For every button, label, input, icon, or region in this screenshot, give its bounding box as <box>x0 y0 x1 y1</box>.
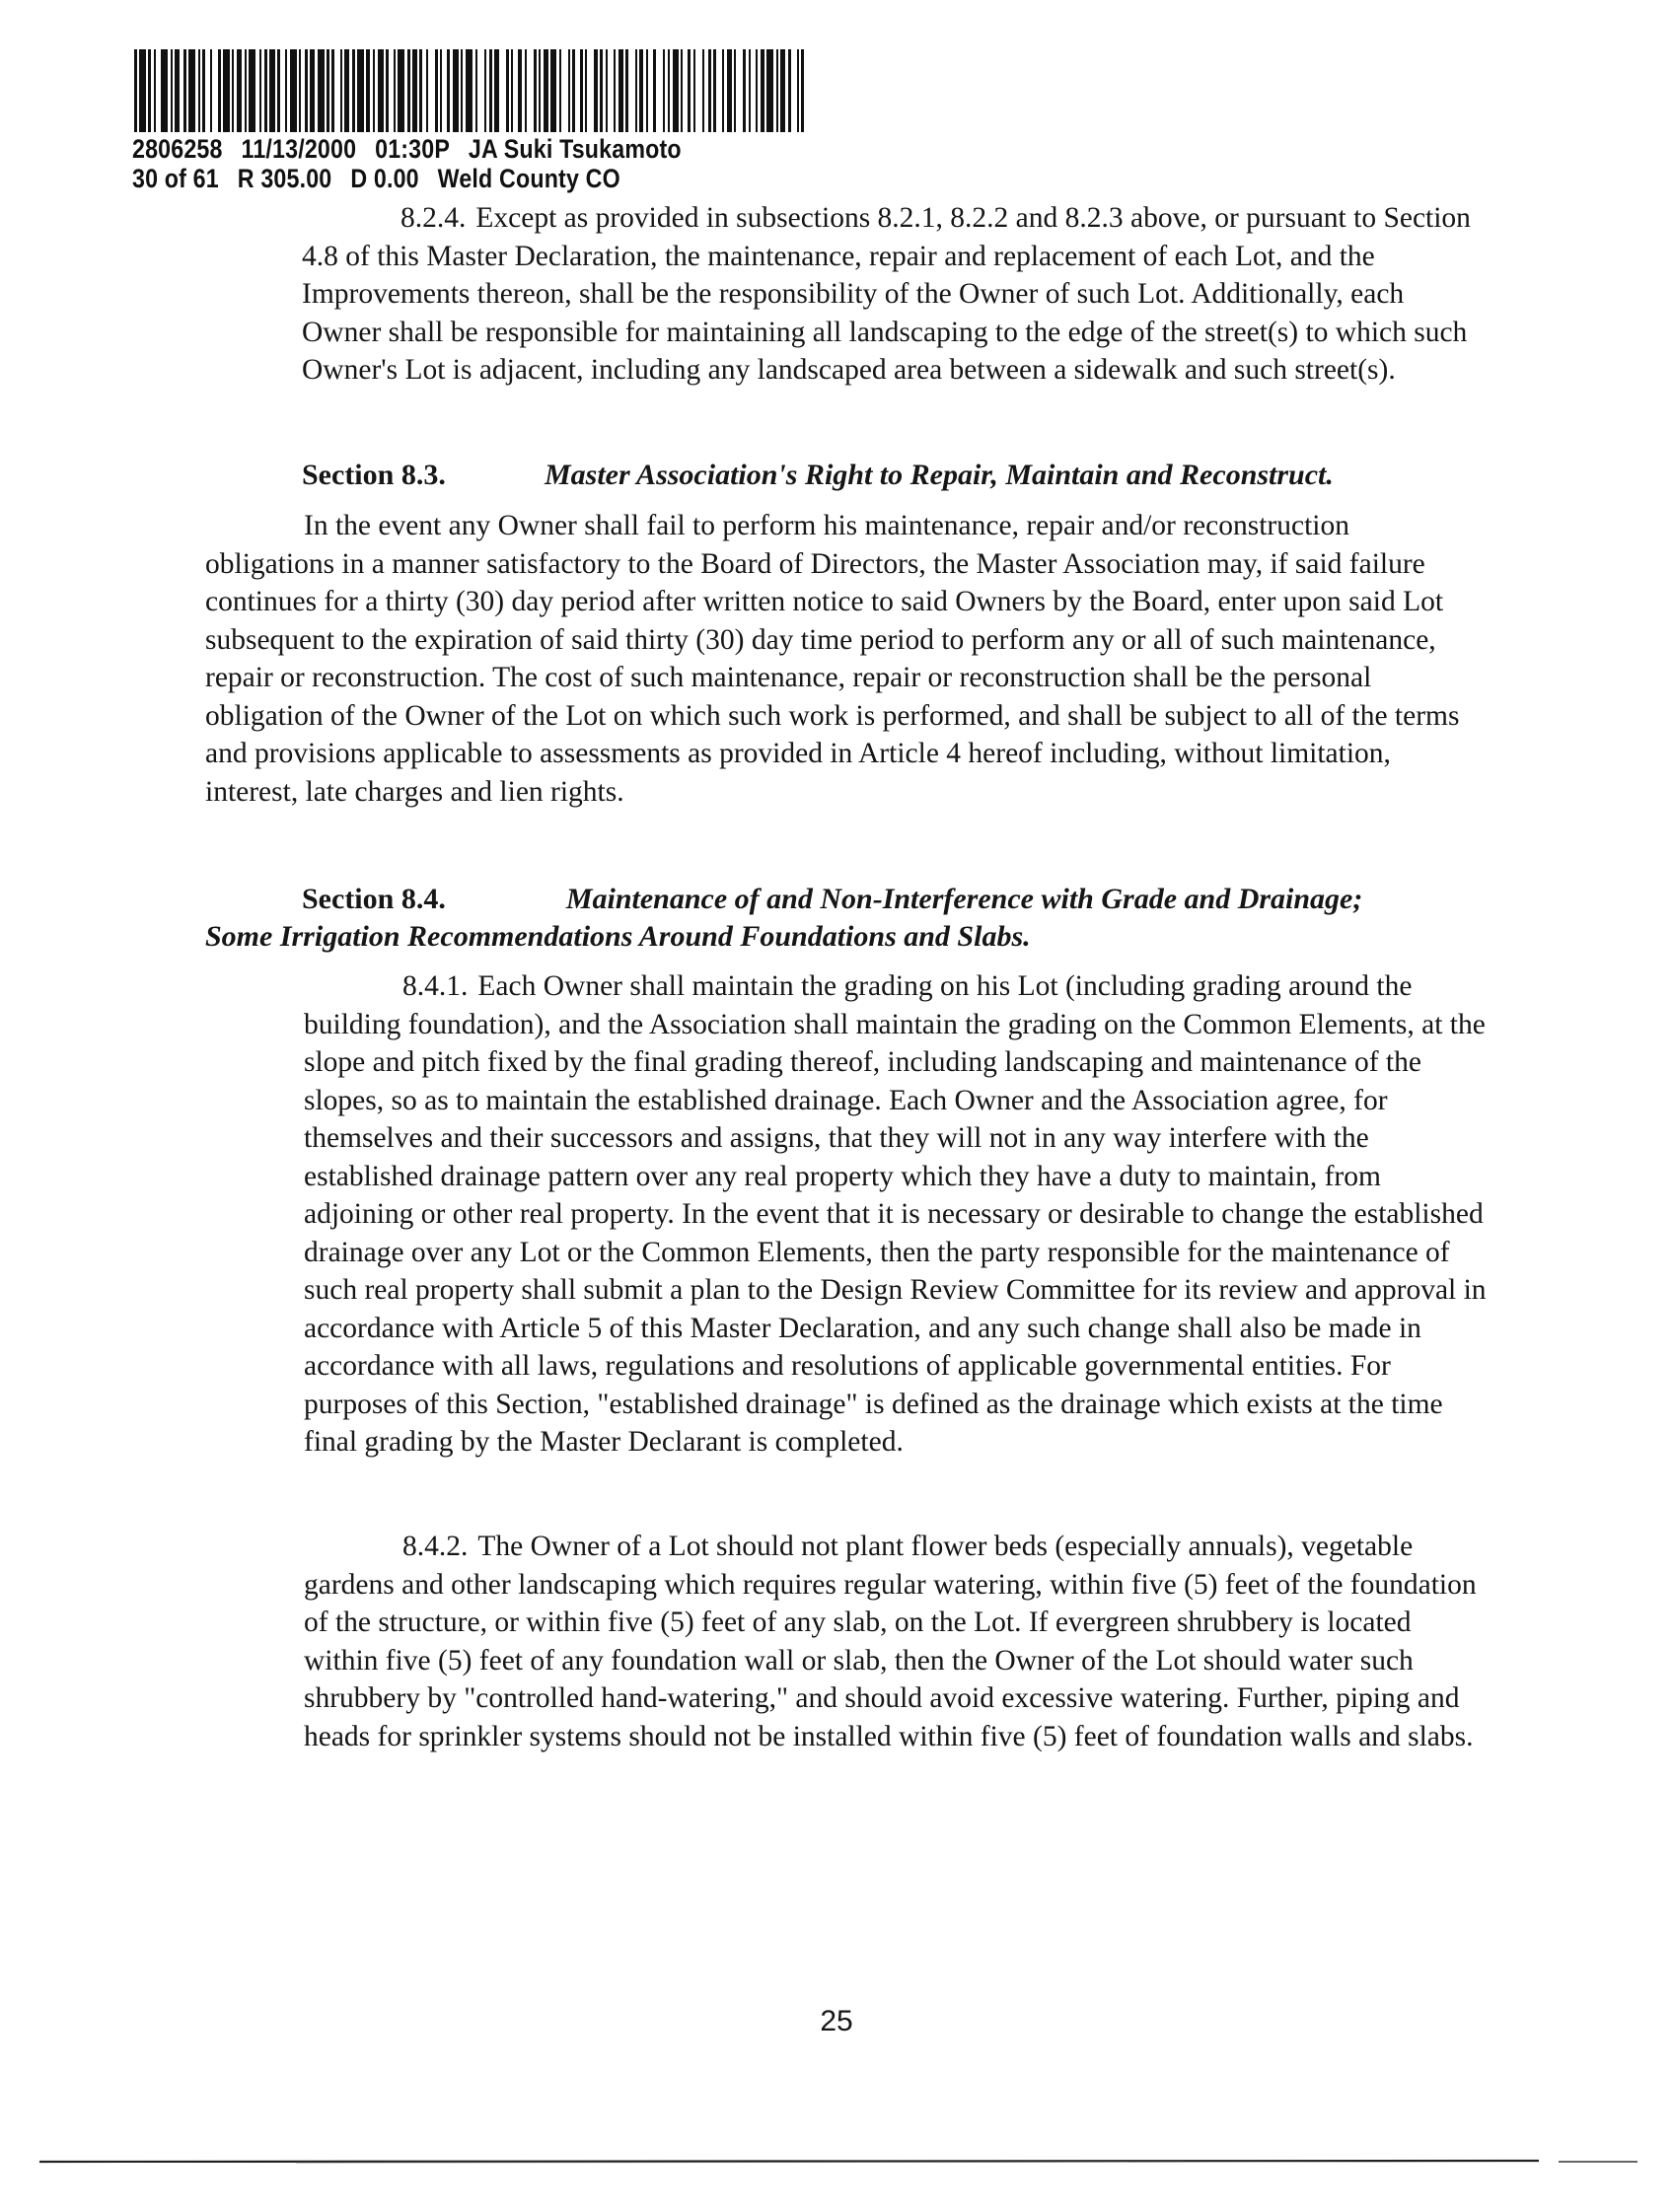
paragraph-text: Each Owner shall maintain the grading on his Lot (including grading around the building foundation), and the Association shall maintain the grading on the Common Elements, at the slope and pitch fixed by the final grading thereof, including landscaping and maintenance of the slopes, so as to maintain the established drainage. Each Owner and the Association agree, for themselves and their successors and assigns, that they will not in any way interfere with the established drainage pattern over any real property which they have a duty to maintain, from adjoining or other real property. In the event that it is necessary or desirable to change the established drainage over any Lot or the Common Elements, then the party responsible for the maintenance of such real property shall submit a plan to the Design Review Committee for its review and approval in accordance with Article 5 of this Master Declaration, and any such change shall also be made in accordance with all laws, regulations and resolutions of applicable governmental entities. For purposes of this Section, "established drainage" is defined as the drainage which exists at the time final grading by the Master Declarant is completed. <box>304 970 1487 1458</box>
recording-barcode <box>134 49 811 132</box>
page-of-count: 30 of 61 <box>132 164 219 193</box>
section-8-3-body: In the event any Owner shall fail to perform his maintenance, repair and/or reconstruction obligations in a manner satisfactory to the Board of Directors, the Master Association may, if said failure continues for a thirty (30) day period after written notice to said Owners by the Board, enter upon said Lot subsequent to the expiration of said thirty (30) day time period to perform any or all of such maintenance, repair or reconstruction. The cost of such maintenance, repair or reconstruction shall be the personal obligation of the Owner of the Lot on which such work is performed, and shall be subject to all of the terms and provisions applicable to assessments as provided in Article 4 hereof including, without limitation, interest, late charges and lien rights. <box>205 510 1460 808</box>
section-title-line-1: Maintenance of and Non-Interference with Grade and Drainage; <box>565 883 1363 915</box>
paragraph-8-4-1 <box>304 967 1488 1462</box>
recording-stamp-line-2 <box>132 164 639 194</box>
paragraph-8-4-2 <box>304 1528 1488 1755</box>
page-number: 25 <box>820 2005 853 2037</box>
d-fee: D 0.00 <box>350 164 419 193</box>
section-title: Master Association's Right to Repair, Maintain and Reconstruct. <box>545 459 1334 491</box>
section-8-3-heading <box>302 457 1334 494</box>
paragraph-number: 8.4.2. <box>402 1531 469 1562</box>
section-label: Section 8.4. <box>302 883 446 915</box>
paragraph-text: Except as provided in subsections 8.2.1, 8.2.2 and 8.2.3 above, or pursuant to Section 4.8 of this Master Declaration, the maintenance, repair and replacement of each Lot, and the Improvements thereon, shall be the responsibility of the Owner of such Lot. Additionally, each Owner shall be responsible for maintaining all landscaping to the edge of the street(s) to which such Owner's Lot is adjacent, including any landscaped area between a sidewalk and such street(s). <box>302 202 1471 386</box>
paragraph-number: 8.2.4. <box>400 202 467 234</box>
section-label: Section 8.3. <box>302 459 446 491</box>
reception-number: 2806258 <box>132 134 223 164</box>
recorder-name: JA Suki Tsukamoto <box>468 134 682 164</box>
paragraph-text: The Owner of a Lot should not plant flower beds (especially annuals), vegetable gardens and other landscaping which requires regular watering, within five (5) feet of the foundation of the structure, or within five (5) feet of any slab, on the Lot. If evergreen shrubbery is located within five (5) feet of any foundation wall or slab, then the Owner of the Lot should water such shrubbery by "controlled hand-watering," and should avoid excessive watering. Further, piping and heads for sprinkler systems should not be installed within five (5) feet of foundation walls and slabs. <box>304 1531 1477 1752</box>
recording-date: 11/13/2000 <box>241 134 357 164</box>
recording-stamp-line-1 <box>132 134 700 165</box>
section-title-line-2: Some Irrigation Recommendations Around Foundations and Slabs. <box>205 920 1031 953</box>
county-name: Weld County CO <box>437 164 620 193</box>
paragraph-8-2-4 <box>302 199 1486 390</box>
section-8-4-heading <box>205 881 1488 956</box>
r-fee: R 305.00 <box>237 164 332 193</box>
paragraph-number: 8.4.1. <box>402 970 469 1002</box>
scan-edge-line <box>0 2156 1673 2166</box>
recording-time: 01:30P <box>375 134 451 164</box>
